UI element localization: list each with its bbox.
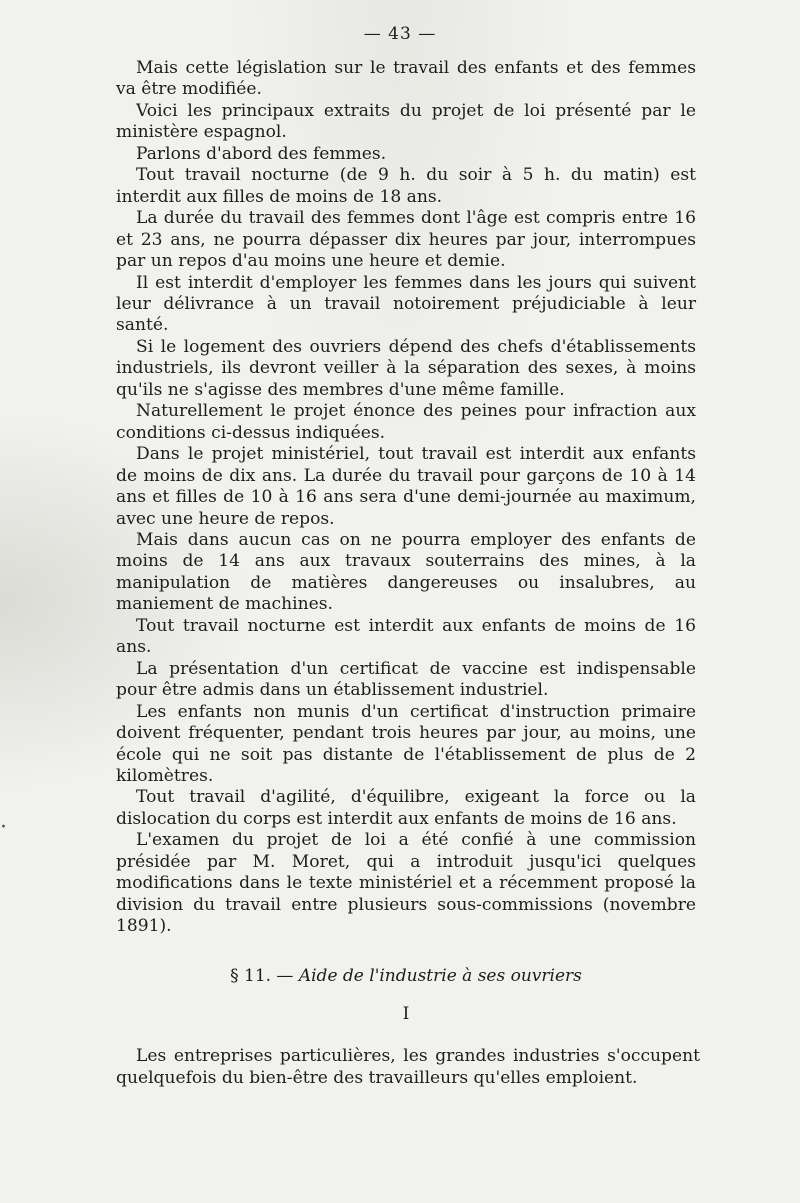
paragraph: Les enfants non munis d'un certificat d'instruction primaire doivent fréquenter, pendant trois heures par jour, au moins, une école qui ne soit pas distante de l'établissement de plus de 2 kilomètres. — [116, 701, 696, 786]
paragraph: Tout travail nocturne (de 9 h. du soir à 5 h. du matin) est interdit aux filles de moins de 18 ans. — [116, 165, 696, 207]
paragraph: Les entreprises particulières, les grandes industries s'occupent quelquefois du bien-être des travailleurs qu'elles emploient. — [116, 1046, 700, 1088]
paragraph: Si le logement des ouvriers dépend des chefs d'établissements industriels, ils devront veiller à la séparation des sexes, à moins qu'ils ne s'agisse des membres d'une même famille. — [116, 336, 696, 400]
section-title: Aide de l'industrie à ses ouvriers — [298, 966, 582, 986]
closing-text — [116, 1045, 700, 1089]
paragraph: Tout travail nocturne est interdit aux enfants de moins de 16 ans. — [116, 615, 696, 658]
paragraph: Tout travail d'agilité, d'équilibre, exigeant la force ou la dislocation du corps est interdit aux enfants de moins de 16 ans. — [116, 787, 696, 829]
subsection-numeral: I — [402, 1004, 410, 1024]
paragraph: Mais cette législation sur le travail des enfants et des femmes va être modifiée. — [116, 58, 696, 100]
section-heading — [116, 966, 696, 986]
section-number: § 11. — — [230, 966, 294, 986]
main-text — [116, 58, 696, 938]
paragraph: Mais dans aucun cas on ne pourra employer des enfants de moins de 14 ans aux travaux souterrains des mines, à la manipulation de matières dangereuses ou insalubres, au maniement de machines. — [116, 529, 696, 615]
paragraph: La durée du travail des femmes dont l'âge est compris entre 16 et 23 ans, ne pourra dépasser dix heures par jour, interrompues par un repos d'au moins une heure et demie. — [116, 208, 696, 272]
paragraph: L'examen du projet de loi a été confié à une commission présidée par M. Moret, qui a introduit jusqu'ici quelques modifications dans le texte ministériel et a récemment proposé la division du travail entre plusieurs sous-commissions (novembre 1891). — [116, 830, 696, 937]
page-number: — 43 — — [363, 24, 437, 44]
margin-mark: · — [0, 815, 7, 840]
paragraph: Parlons d'abord des femmes. — [136, 143, 387, 164]
paragraph: Naturellement le projet énonce des peines pour infraction aux conditions ci-dessus indiquées. — [116, 401, 696, 443]
paragraph: Il est interdit d'employer les femmes dans les jours qui suivent leur délivrance à un travail notoirement préjudiciable à leur santé. — [116, 272, 696, 336]
paragraph: Dans le projet ministériel, tout travail est interdit aux enfants de moins de dix ans. La durée du travail pour garçons de 10 à 14 ans et filles de 10 à 16 ans sera d'une demi-journée au maximum, avec une heure de repos. — [116, 444, 696, 529]
paragraph: La présentation d'un certificat de vaccine est indispensable pour être admis dans un établissement industriel. — [116, 658, 696, 701]
paragraph: Voici les principaux extraits du projet de loi présenté par le ministère espagnol. — [116, 100, 696, 143]
